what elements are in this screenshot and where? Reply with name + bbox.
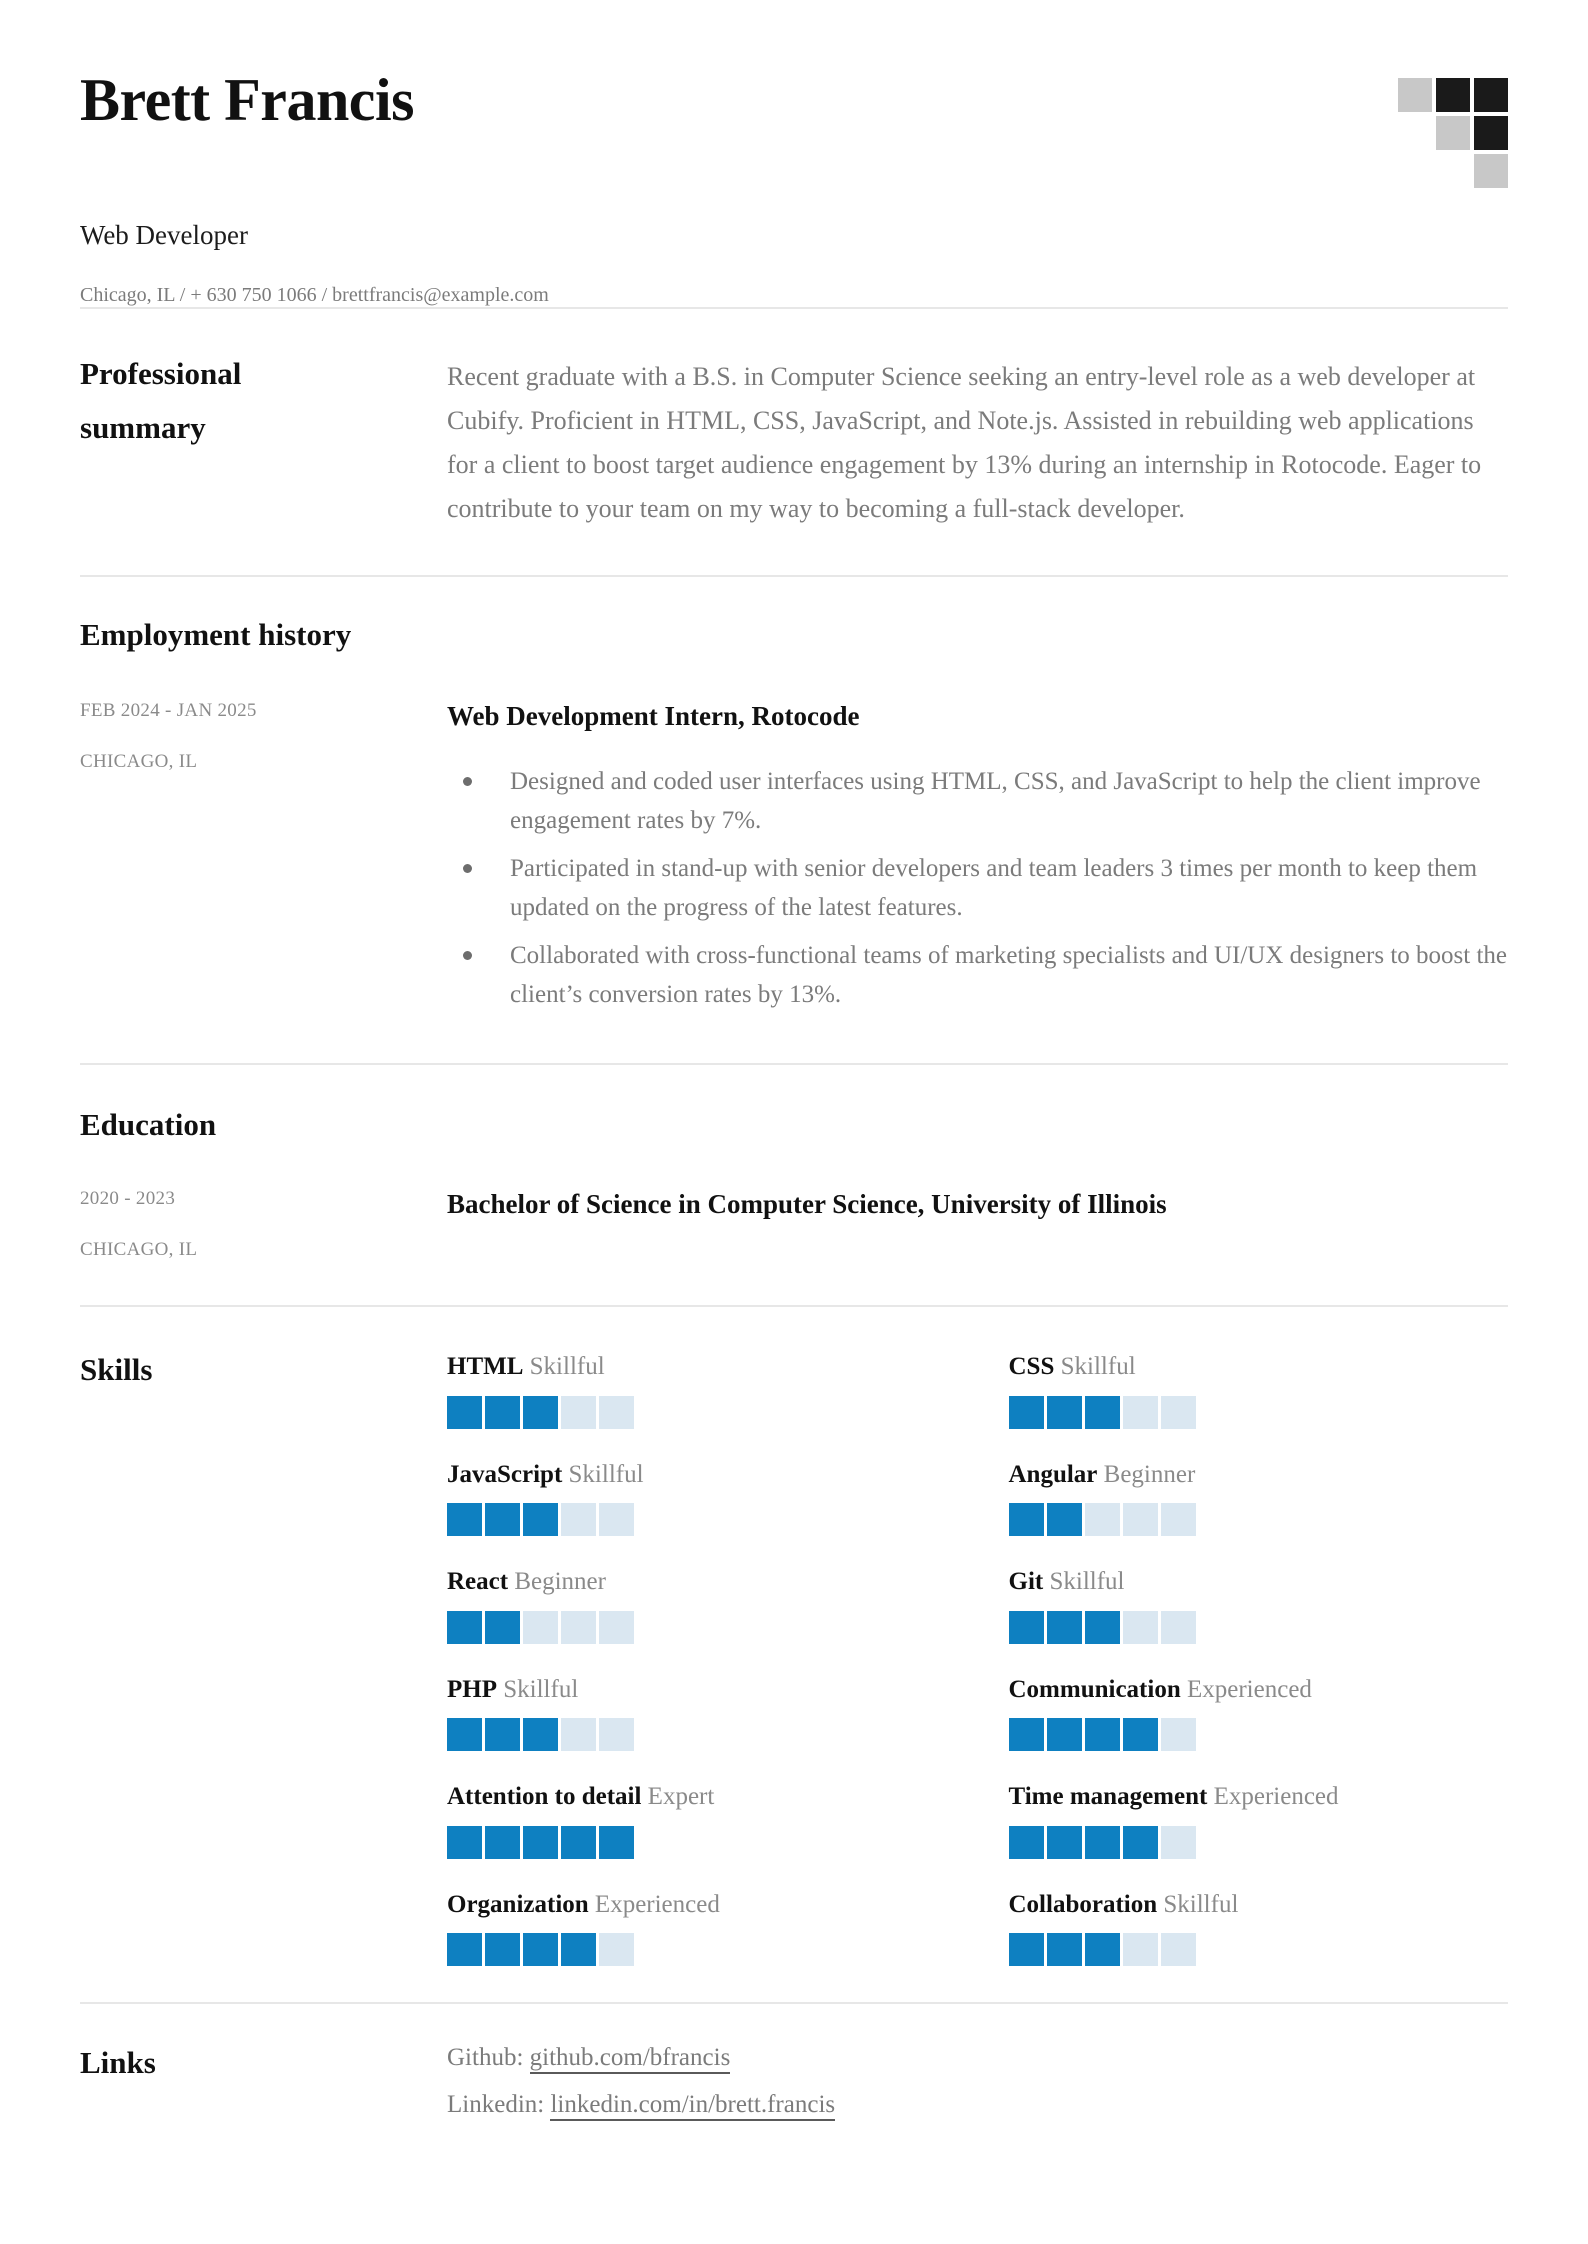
bullet-text: Participated in stand-up with senior developers and team leaders 3 times per month to keep them updated on the progress of the latest features. <box>510 855 1478 922</box>
summary-text: Recent graduate with a B.S. in Computer Science seeking an entry-level role as a web developer at Cubify. Proficient in HTML, CSS, JavaScript, and Note.js. Assisted in rebuilding web applications for a client to boost target audience engagement by 13% during an internship in Rotocode. Eager to contribute to your team on my way to becoming a full-stack developer. <box>447 362 1482 523</box>
link-label: Github: <box>447 2044 530 2072</box>
skill-item <box>1009 1351 1509 1429</box>
section-education <box>80 1065 1508 1305</box>
skill-bar <box>1009 1396 1509 1429</box>
skill-bar <box>1009 1718 1509 1751</box>
link-row <box>447 2091 1508 2119</box>
skill-item <box>447 1889 947 1967</box>
skill-level: Skillful <box>1054 1353 1136 1381</box>
links-title: Links <box>80 2045 156 2081</box>
skill-segment-empty <box>1161 1718 1196 1751</box>
section-summary <box>80 309 1508 575</box>
employment-title: Employment history <box>80 617 352 652</box>
bullet-text: Designed and coded user interfaces using HTML, CSS, and JavaScript to help the client improve engagement rates by 7%. <box>510 768 1481 835</box>
skill-segment-empty <box>599 1396 634 1429</box>
skill-segment-filled <box>485 1611 520 1644</box>
skill-segment-filled <box>485 1396 520 1429</box>
skill-label <box>447 1566 947 1599</box>
skill-segment-empty <box>1161 1611 1196 1644</box>
skill-segment-empty <box>1123 1611 1158 1644</box>
bullet-dot-icon <box>463 777 472 786</box>
skill-segment-filled <box>1009 1611 1044 1644</box>
skill-item <box>1009 1674 1509 1752</box>
skill-name: Time management <box>1008 1783 1208 1811</box>
bullet-dot-icon <box>463 864 472 873</box>
logo-square <box>1398 78 1432 112</box>
skill-bar <box>447 1503 947 1536</box>
skill-segment-filled <box>447 1611 482 1644</box>
skill-segment-filled <box>523 1396 558 1429</box>
skill-segment-filled <box>523 1933 558 1966</box>
skill-segment-filled <box>1047 1826 1082 1859</box>
section-skills <box>80 1307 1508 2002</box>
skill-item <box>447 1351 947 1429</box>
skill-item <box>447 1459 947 1537</box>
education-dates: 2020 - 2023 <box>80 1188 176 1210</box>
skill-level: Experienced <box>588 1890 720 1918</box>
skill-segment-filled <box>1009 1826 1044 1859</box>
skill-name: Angular <box>1008 1460 1098 1488</box>
bullet-item <box>447 849 1508 927</box>
job-dates: FEB 2024 - JAN 2025 <box>80 699 257 721</box>
skill-label <box>1009 1674 1509 1707</box>
skill-bar <box>447 1933 947 1966</box>
skill-bar <box>1009 1933 1509 1966</box>
skill-segment-filled <box>561 1826 596 1859</box>
logo-square <box>1398 116 1432 150</box>
skill-segment-empty <box>523 1611 558 1644</box>
section-links <box>80 2004 1508 2138</box>
skill-segment-filled <box>447 1718 482 1751</box>
job-role: Web Development Intern, Rotocode <box>447 700 860 731</box>
skill-item <box>1009 1781 1509 1859</box>
skill-bar <box>447 1826 947 1859</box>
skill-segment-filled <box>1009 1718 1044 1751</box>
person-name: Brett Francis <box>80 67 414 133</box>
section-employment <box>80 577 1508 1063</box>
skill-segment-empty <box>1161 1396 1196 1429</box>
skill-name: Communication <box>1008 1675 1181 1703</box>
skill-label <box>1009 1351 1509 1384</box>
skill-bar <box>1009 1611 1509 1644</box>
job-entry <box>447 700 1508 1023</box>
skill-segment-empty <box>1161 1503 1196 1536</box>
logo-square <box>1398 154 1432 188</box>
skill-item <box>447 1566 947 1644</box>
bullet-text: Collaborated with cross-functional teams of marketing specialists and UI/UX designers to boost the client’s conversion rates by 13%. <box>510 942 1507 1009</box>
skill-bar <box>447 1718 947 1751</box>
skill-label <box>447 1781 947 1814</box>
education-entry <box>447 1188 1508 1220</box>
skill-segment-filled <box>523 1826 558 1859</box>
skill-segment-filled <box>1047 1718 1082 1751</box>
skill-segment-filled <box>1123 1826 1158 1859</box>
skill-segment-filled <box>1085 1718 1120 1751</box>
external-link[interactable]: github.com/bfrancis <box>530 2044 731 2074</box>
skill-segment-filled <box>599 1826 634 1859</box>
skill-segment-empty <box>561 1396 596 1429</box>
skill-segment-filled <box>485 1503 520 1536</box>
skill-name: Organization <box>447 1890 589 1918</box>
education-location: CHICAGO, IL <box>80 1239 198 1261</box>
skills-title: Skills <box>80 1352 153 1388</box>
skill-level: Expert <box>641 1783 715 1811</box>
skill-label <box>1009 1459 1509 1492</box>
skill-segment-empty <box>599 1611 634 1644</box>
skill-segment-filled <box>447 1503 482 1536</box>
education-degree: Bachelor of Science in Computer Science, University of Illinois <box>447 1189 1167 1220</box>
skill-segment-filled <box>1047 1503 1082 1536</box>
skill-segment-filled <box>485 1826 520 1859</box>
link-row <box>447 2044 1508 2072</box>
skill-segment-empty <box>561 1503 596 1536</box>
skill-level: Beginner <box>1097 1460 1196 1488</box>
links-list <box>447 2044 1508 2138</box>
skill-segment-filled <box>1085 1611 1120 1644</box>
skill-segment-filled <box>1047 1396 1082 1429</box>
skill-name: JavaScript <box>447 1460 563 1488</box>
skill-bar <box>447 1396 947 1429</box>
skill-label <box>447 1351 947 1384</box>
skill-segment-empty <box>599 1503 634 1536</box>
link-label: Linkedin: <box>447 2091 551 2119</box>
skill-name: HTML <box>447 1353 524 1381</box>
skill-level: Experienced <box>1207 1783 1339 1811</box>
skill-segment-empty <box>1123 1396 1158 1429</box>
skill-segment-empty <box>1161 1826 1196 1859</box>
skill-level: Experienced <box>1180 1675 1312 1703</box>
skill-segment-empty <box>599 1933 634 1966</box>
education-title: Education <box>80 1107 217 1143</box>
skill-segment-empty <box>1161 1933 1196 1966</box>
skill-segment-filled <box>447 1933 482 1966</box>
logo-square <box>1474 78 1508 112</box>
skill-segment-filled <box>485 1718 520 1751</box>
skill-name: CSS <box>1008 1353 1055 1381</box>
external-link[interactable]: linkedin.com/in/brett.francis <box>550 2091 835 2121</box>
skill-segment-filled <box>1085 1826 1120 1859</box>
skill-name: Git <box>1008 1568 1044 1596</box>
skill-label <box>447 1674 947 1707</box>
resume-header <box>80 50 1508 307</box>
skill-segment-filled <box>1047 1933 1082 1966</box>
skill-item <box>1009 1889 1509 1967</box>
skill-level: Skillful <box>497 1675 579 1703</box>
skill-bar <box>447 1611 947 1644</box>
skill-bar <box>1009 1503 1509 1536</box>
brand-squares-icon <box>1398 78 1508 188</box>
skill-label <box>1009 1781 1509 1814</box>
skill-segment-filled <box>1085 1396 1120 1429</box>
skill-level: Skillful <box>1157 1890 1239 1918</box>
skill-segment-filled <box>447 1826 482 1859</box>
skill-name: React <box>447 1568 509 1596</box>
education-meta <box>80 1188 447 1261</box>
skill-segment-empty <box>1085 1503 1120 1536</box>
skill-segment-filled <box>1009 1396 1044 1429</box>
skill-segment-filled <box>561 1933 596 1966</box>
skill-segment-empty <box>1123 1503 1158 1536</box>
logo-square <box>1436 154 1470 188</box>
skill-item <box>447 1674 947 1752</box>
skill-segment-filled <box>447 1396 482 1429</box>
skill-bar <box>1009 1826 1509 1859</box>
skill-segment-empty <box>1123 1933 1158 1966</box>
skill-segment-filled <box>523 1503 558 1536</box>
skill-segment-filled <box>523 1718 558 1751</box>
skill-label <box>447 1889 947 1922</box>
skill-segment-filled <box>1047 1611 1082 1644</box>
skill-segment-empty <box>561 1611 596 1644</box>
skill-segment-empty <box>599 1718 634 1751</box>
skill-segment-filled <box>485 1933 520 1966</box>
job-bullets <box>447 762 1508 1014</box>
skill-level: Beginner <box>508 1568 606 1596</box>
bullet-item <box>447 936 1508 1014</box>
skill-label <box>1009 1889 1509 1922</box>
skill-name: Collaboration <box>1008 1890 1158 1918</box>
logo-square <box>1474 154 1508 188</box>
skill-name: Attention to detail <box>447 1783 642 1811</box>
skill-label <box>447 1459 947 1492</box>
logo-square <box>1436 116 1470 150</box>
summary-title: Professional summary <box>80 356 242 446</box>
skill-item <box>1009 1566 1509 1644</box>
job-meta <box>80 700 447 773</box>
skill-segment-empty <box>561 1718 596 1751</box>
bullet-item <box>447 762 1508 840</box>
skill-name: PHP <box>447 1675 497 1703</box>
job-location: CHICAGO, IL <box>80 750 198 772</box>
contact-line: Chicago, IL / + 630 750 1066 / brettfrancis@example.com <box>80 284 549 306</box>
skill-item <box>1009 1459 1509 1537</box>
skill-segment-filled <box>1009 1503 1044 1536</box>
bullet-dot-icon <box>463 951 472 960</box>
skill-segment-filled <box>1123 1718 1158 1751</box>
skill-level: Skillful <box>562 1460 644 1488</box>
skill-level: Skillful <box>1043 1568 1125 1596</box>
skill-level: Skillful <box>523 1353 605 1381</box>
skills-grid <box>447 1351 1508 1966</box>
skill-item <box>447 1781 947 1859</box>
logo-square <box>1474 116 1508 150</box>
skill-segment-filled <box>1085 1933 1120 1966</box>
skill-label <box>1009 1566 1509 1599</box>
person-job-title: Web Developer <box>80 220 248 250</box>
logo-square <box>1436 78 1470 112</box>
skill-segment-filled <box>1009 1933 1044 1966</box>
